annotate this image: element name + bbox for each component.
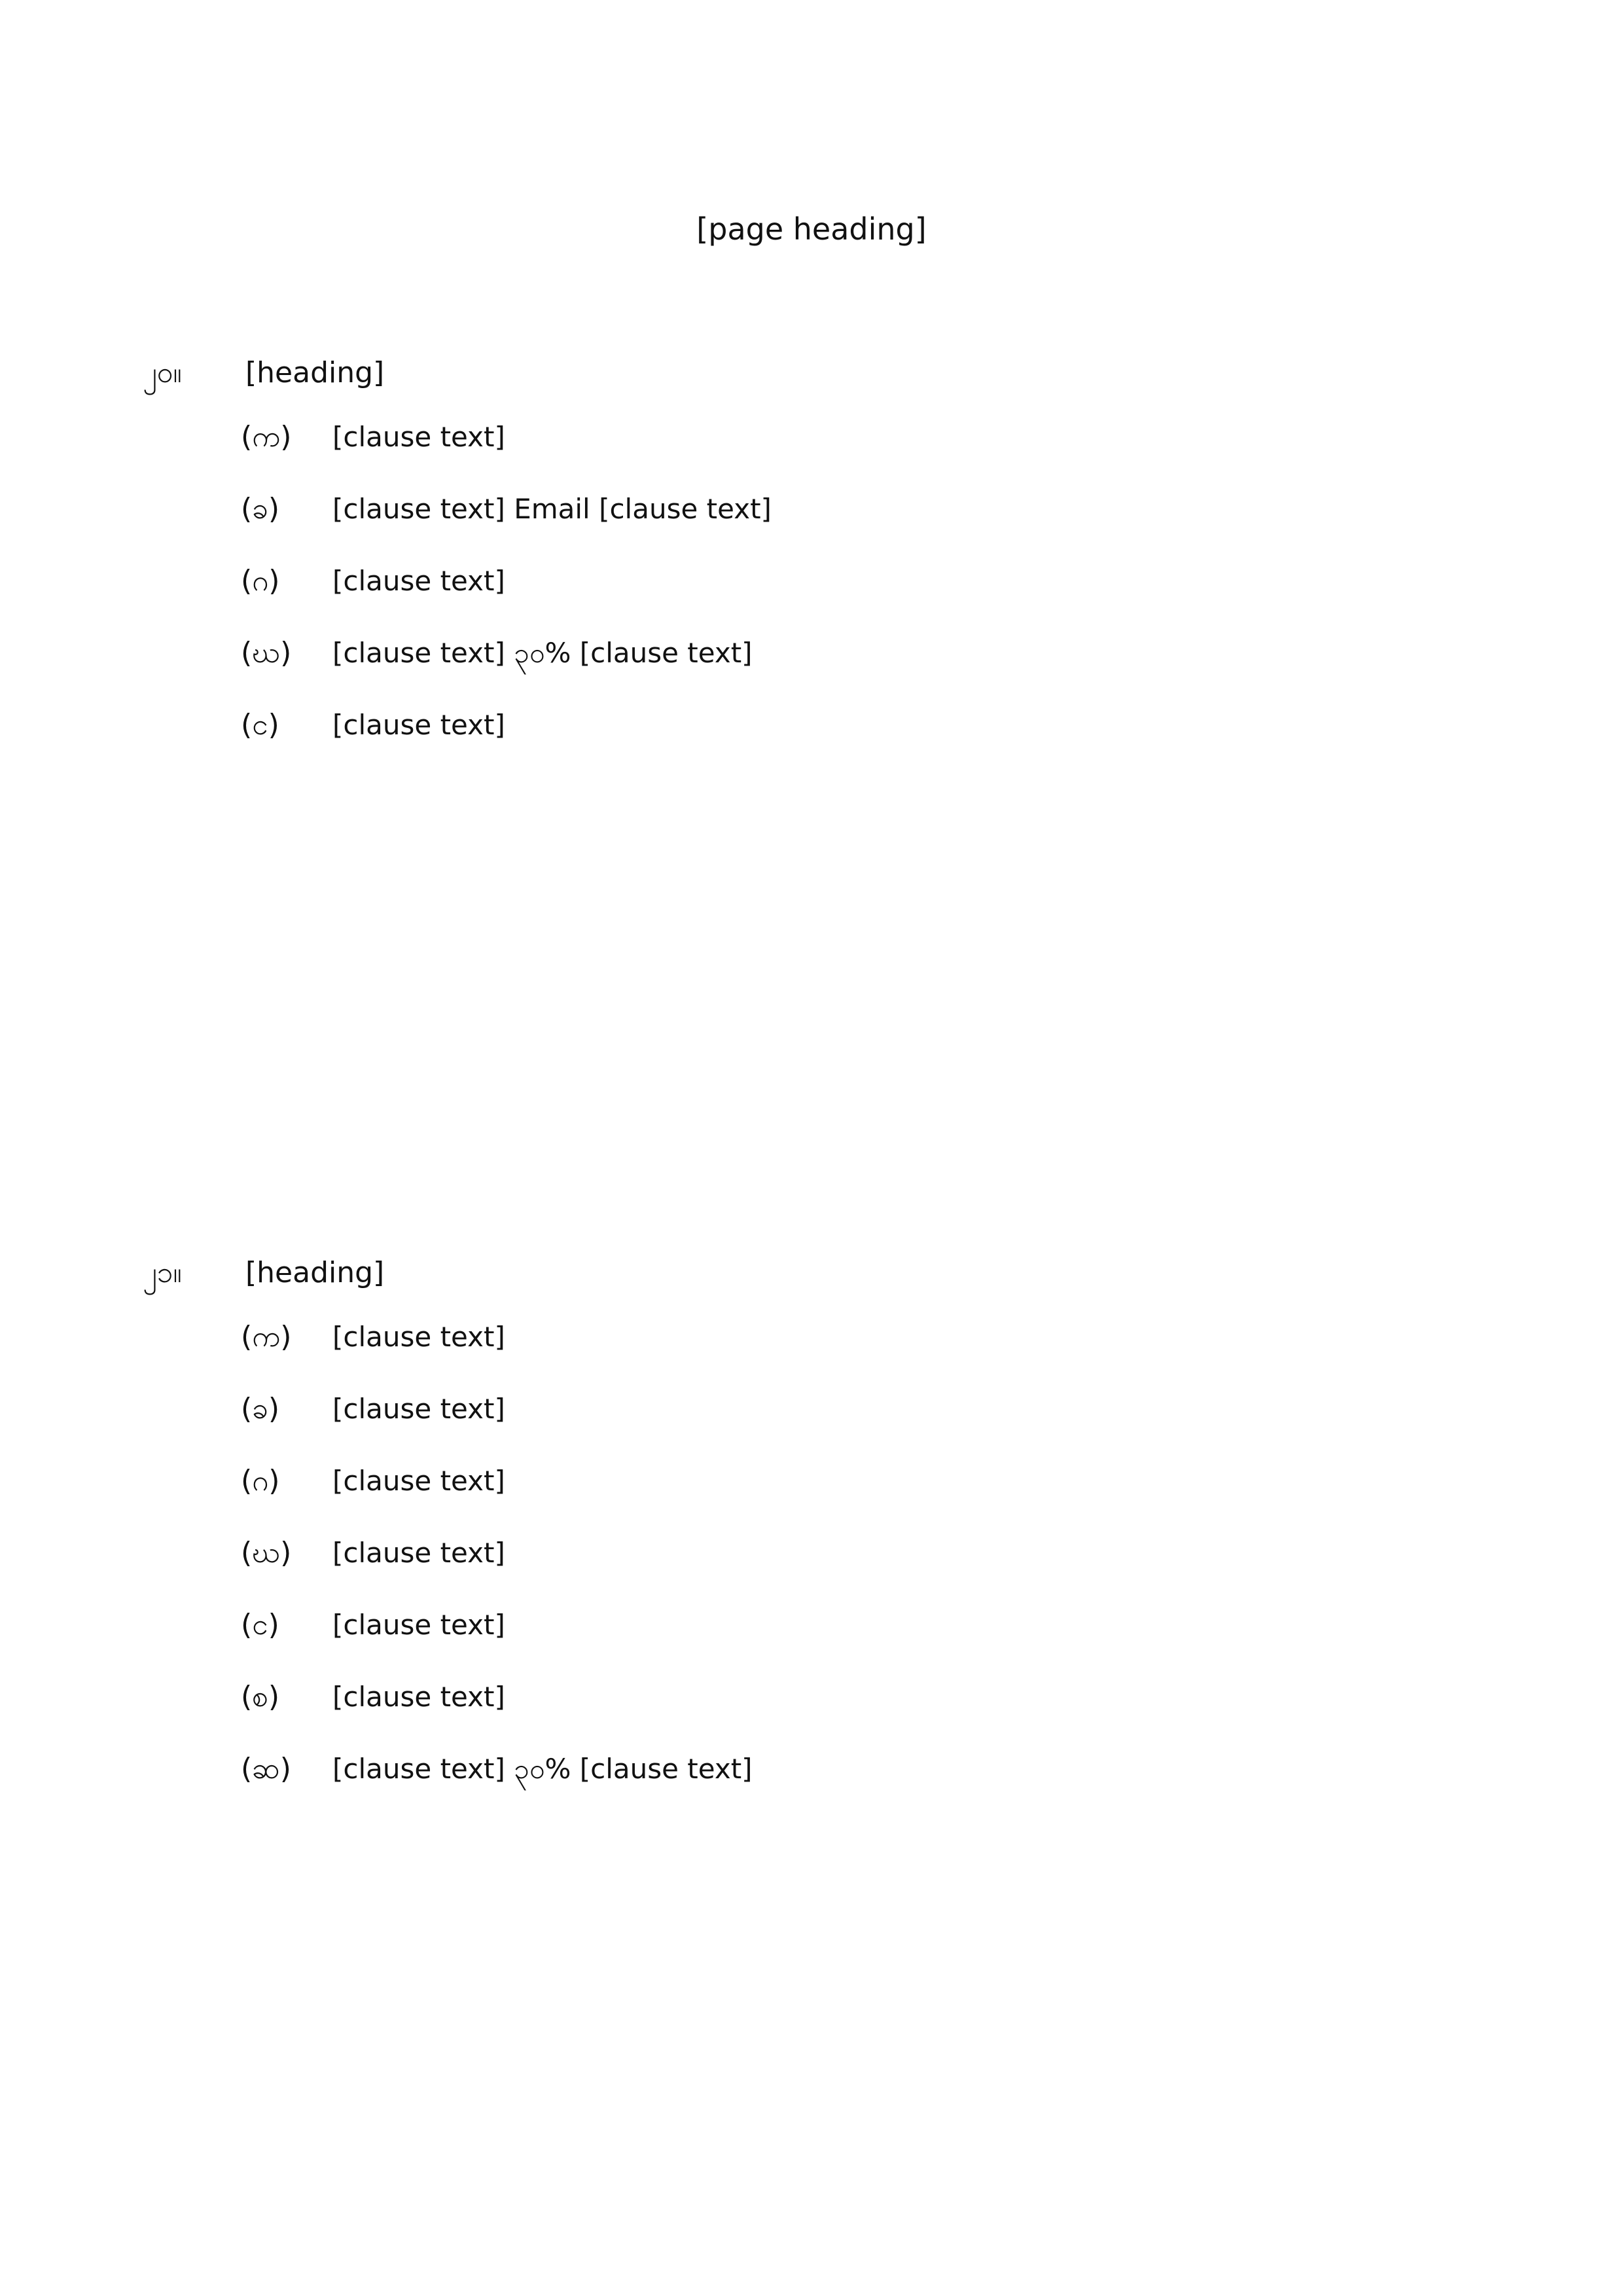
section-title: [heading]: [245, 356, 385, 389]
clause-hsa: [0, 1744, 1623, 1794]
clause-text: [clause text] ၃၀% [clause text]: [332, 1753, 753, 1785]
page-title: [page heading]: [696, 211, 927, 247]
clause-marker: (င): [241, 708, 279, 742]
clause-kha: [0, 1384, 1623, 1434]
clause-marker: (ခ): [241, 492, 280, 526]
clause-gha: [0, 1528, 1623, 1578]
section-number: ၂၀။: [143, 356, 182, 389]
clause-text: [clause text]: [332, 1465, 505, 1497]
section-title: [heading]: [245, 1256, 385, 1289]
clause-marker: (ခ): [241, 1392, 280, 1426]
clause-kha: [0, 484, 1623, 534]
clause-marker: (ဃ): [241, 636, 292, 670]
clause-marker: (က): [241, 420, 292, 454]
section-heading: [0, 340, 1623, 412]
clause-marker: (င): [241, 1608, 279, 1641]
clause-text: [clause text] Email [clause text]: [332, 493, 772, 525]
clause-marker: (ဃ): [241, 1536, 292, 1570]
clause-marker: (စ): [241, 1680, 280, 1713]
clause-ga: [0, 1456, 1623, 1506]
clause-gha: [0, 628, 1623, 678]
clause-text: [clause text]: [332, 1609, 505, 1641]
section-20: [0, 340, 1623, 772]
section-number: ၂၁။: [143, 1256, 182, 1289]
clause-text: [clause text]: [332, 565, 505, 597]
clause-text: [clause text]: [332, 1393, 505, 1425]
clause-nga: [0, 1600, 1623, 1650]
clause-nga: [0, 700, 1623, 750]
clause-marker: (က): [241, 1320, 292, 1354]
clause-text: [clause text] ၃၀% [clause text]: [332, 637, 753, 669]
clause-marker: (ဂ): [241, 564, 280, 598]
clause-text: [clause text]: [332, 1681, 505, 1713]
section-heading: [0, 1240, 1623, 1312]
clause-ga: [0, 556, 1623, 606]
clause-text: [clause text]: [332, 1537, 505, 1569]
clause-ka: [0, 1312, 1623, 1362]
clause-marker: (ဂ): [241, 1464, 280, 1498]
section-21: [0, 1240, 1623, 1816]
clause-text: [clause text]: [332, 421, 505, 453]
clause-text: [clause text]: [332, 709, 505, 741]
clause-marker: (ဆ): [241, 1752, 291, 1785]
clause-sa: [0, 1672, 1623, 1722]
clause-text: [clause text]: [332, 1321, 505, 1353]
clause-ka: [0, 412, 1623, 462]
